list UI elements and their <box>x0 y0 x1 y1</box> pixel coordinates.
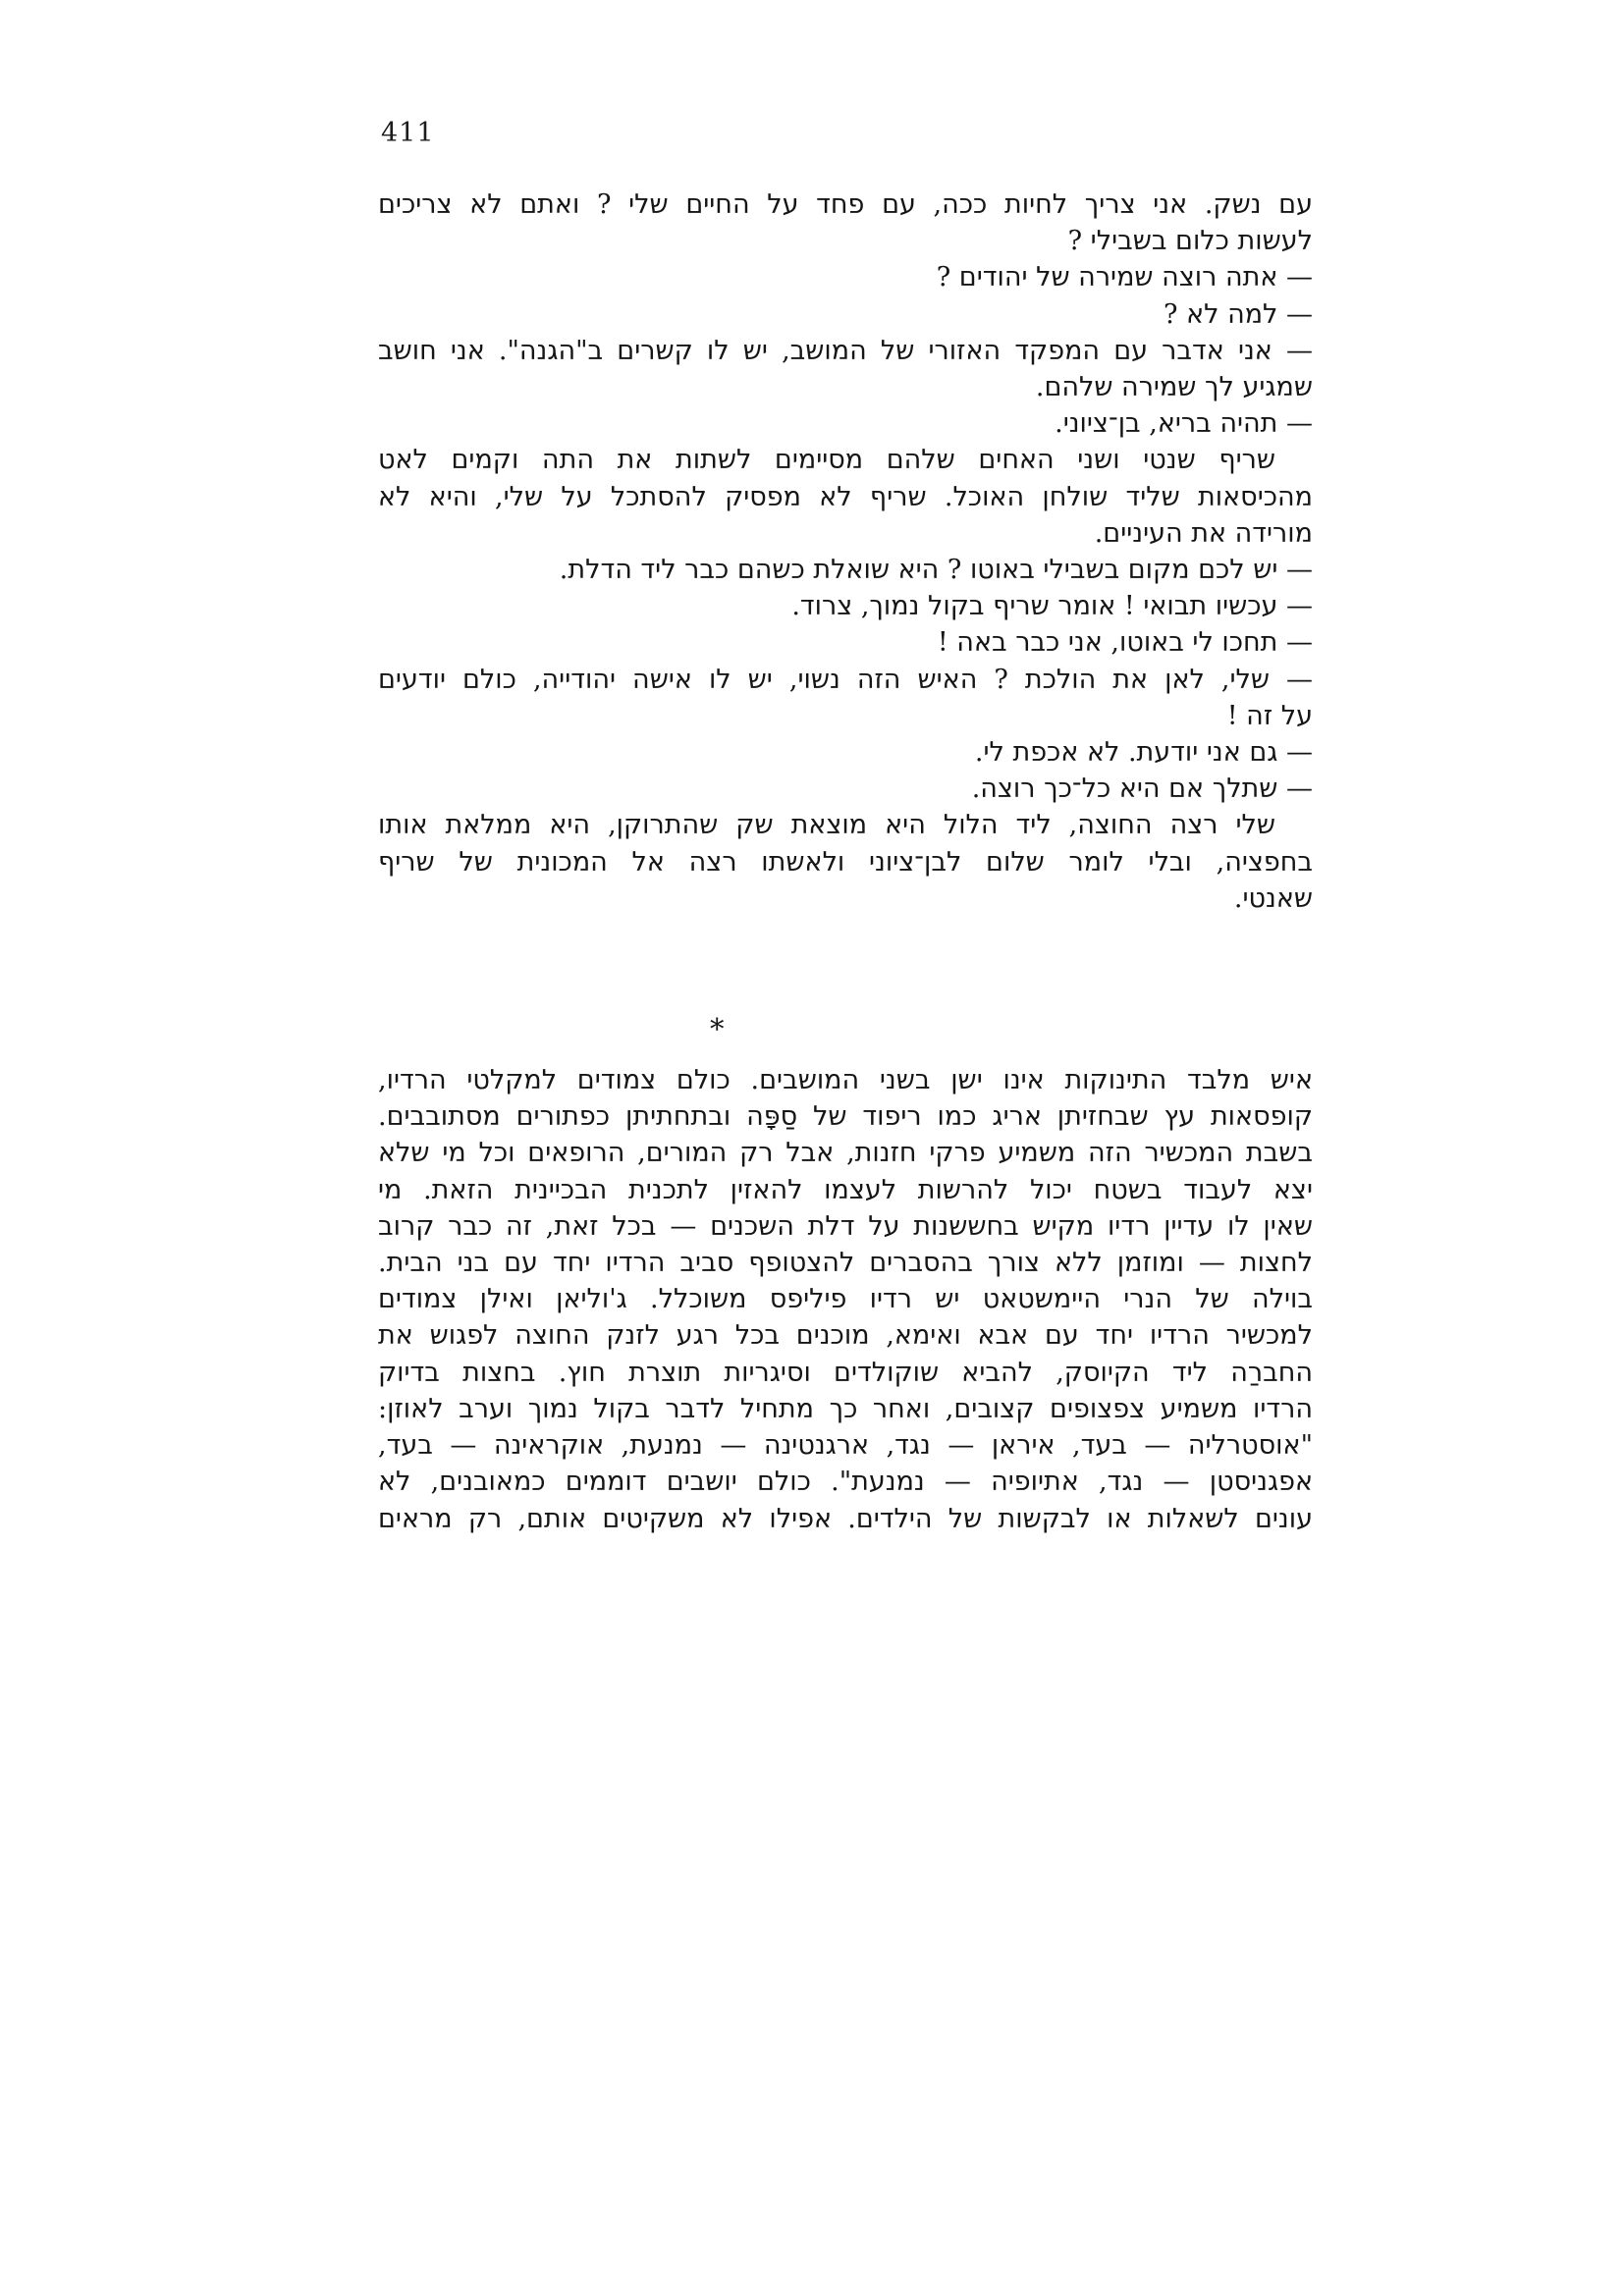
text-line: מורידה את העיניים. <box>1094 517 1313 549</box>
text-line: עם נשק. אני צריך לחיות ככה, עם פחד על החיים שלי ? ואתם לא צריכים <box>378 189 1313 220</box>
text-line: — גם אני יודעת. לא אכפת לי. <box>974 737 1313 769</box>
text-line: — תחכו לי באוטו, אני כבר באה ! <box>937 627 1313 659</box>
text-line: — למה לא ? <box>1164 298 1313 330</box>
text-line: — תהיה בריא, בן־ציוני. <box>1055 408 1313 440</box>
text-line: יצא לעבוד בשטח יכול להרשות לעצמו להאזין לתכנית הבכיינית הזאת. מי <box>378 1174 1313 1205</box>
text-line: על זה ! <box>1226 700 1313 731</box>
text-line: הרדיו משמיע צפצופים קצובים, ואחר כך מתחיל לדבר בקול נמוך וערב לאוזן: <box>378 1393 1313 1424</box>
text-line: החברַה ליד הקיוסק, להביא שוקולדים וסיגריות תוצרת חוץ. בחצות בדיוק <box>378 1357 1313 1388</box>
page-number: 411 <box>381 118 435 148</box>
text-line: איש מלבד התינוקות אינו ישן בשני המושבים. כולם צמודים למקלטי הרדיו, <box>378 1065 1313 1096</box>
text-line: שאנטי. <box>1233 882 1313 914</box>
text-line: לחצות — ומוזמן ללא צורך בהסברים להצטופף סביב הרדיו יחד עם בני הבית. <box>378 1248 1313 1279</box>
text-line: — שתלך אם היא כל־כך רוצה. <box>971 774 1313 805</box>
text-line: עונים לשאלות או לבקשות של הילדים. אפילו לא משקיטים אותם, רק מראים <box>378 1503 1313 1534</box>
text-line: בוילה של הנרי היימשטאט יש רדיו פיליפס משוכלל. ג'וליאן ואילן צמודים <box>378 1284 1313 1315</box>
text-line: שאין לו עדיין רדיו מקיש בחששנות על דלת השכנים — בכל זאת, זה כבר קרוב <box>378 1210 1313 1242</box>
asterisk: * <box>710 1012 725 1046</box>
text-block <box>378 187 1313 1537</box>
text-line: — אתה רוצה שמירה של יהודים ? <box>936 262 1313 294</box>
text-line: מהכיסאות שליד שולחן האוכל. שריף לא מפסיק להסתכל על שלי, והיא לא <box>378 481 1313 512</box>
text-line: למכשיר הרדיו יחד עם אבא ואימא, מוכנים בכל רגע לזנק החוצה לפגוש את <box>378 1320 1313 1352</box>
text-line: "אוסטרליה — בעד, איראן — נגד, ארגנטינה — נמנעת, אוקראינה — בעד, <box>378 1430 1313 1462</box>
section-separator <box>378 917 1313 1062</box>
paragraph <box>378 1062 1313 1537</box>
paragraph <box>378 187 1313 917</box>
text-line: בשבת המכשיר הזה משמיע פרקי חזנות, אבל רק המורים, הרופאים וכל מי שלא <box>378 1138 1313 1169</box>
text-line: — שלי, לאן את הולכת ? האיש הזה נשוי, יש לו אישה יהודייה, כולם יודעים <box>378 664 1313 695</box>
text-line: בחפציה, ובלי לומר שלום לבן־ציוני ולאשתו רצה אל המכונית של שריף <box>378 846 1313 878</box>
text-line: — יש לכם מקום בשבילי באוטו ? היא שואלת כשהם כבר ליד הדלת. <box>559 555 1313 586</box>
text-line: שלי רצה החוצה, ליד הלול היא מוצאת שק שהתרוקן, היא ממלאת אותו <box>378 810 1275 841</box>
text-line: — עכשיו תבואי ! אומר שריף בקול נמוך, צרוד. <box>791 591 1313 622</box>
text-line: קופסאות עץ שבחזיתן אריג כמו ריפוד של סַפָּה ובתחתיתן כפתורים מסתובבים. <box>378 1101 1313 1133</box>
text-line: שריף שנטי ושני האחים שלהם מסיימים לשתות את התה וקמים לאט <box>378 445 1275 476</box>
text-line: לעשות כלום בשבילי ? <box>1067 226 1313 257</box>
text-line: שמגיע לך שמירה שלהם. <box>1035 372 1313 403</box>
text-line: — אני אדבר עם המפקד האזורי של המושב, יש לו קשרים ב"הגנה". אני חושב <box>378 335 1313 366</box>
text-line: אפגניסטן — נגד, אתיופיה — נמנעת". כולם יושבים דוממים כמאובנים, לא <box>378 1467 1313 1498</box>
